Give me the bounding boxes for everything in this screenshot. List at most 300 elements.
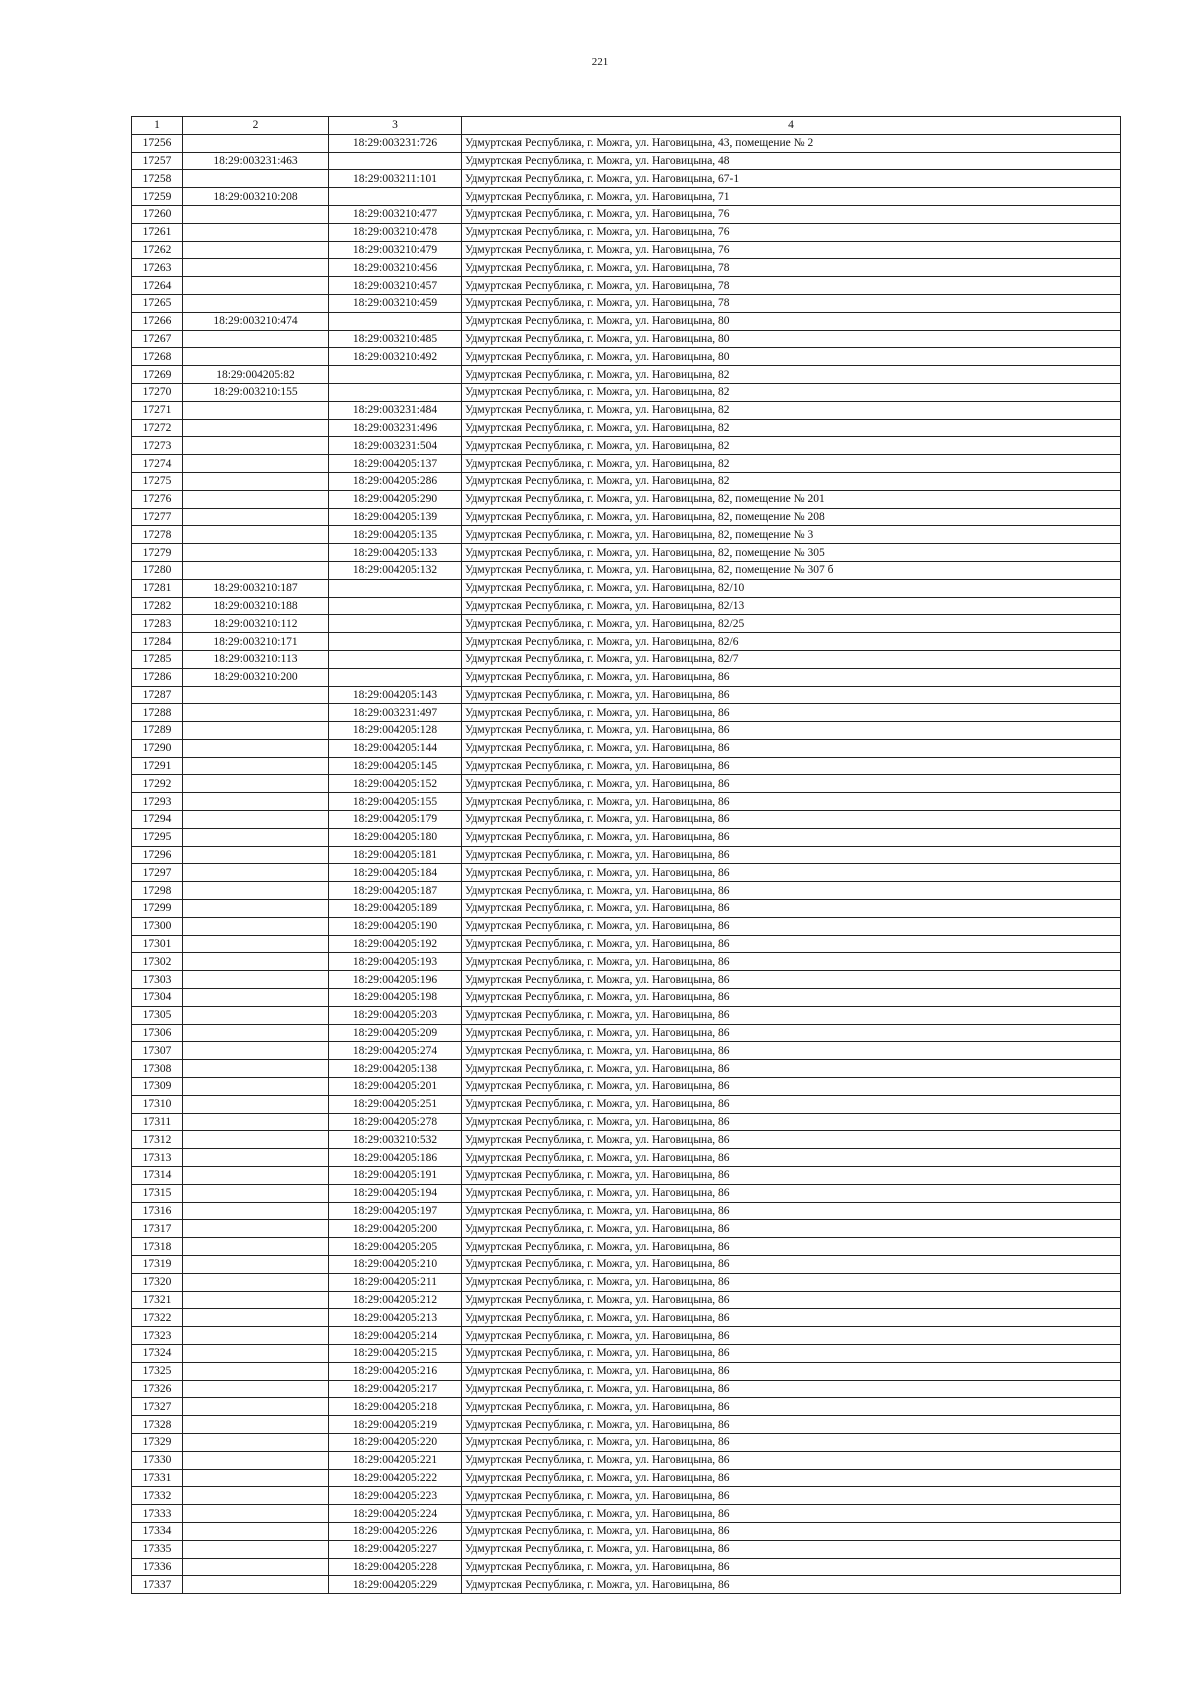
address-cell: Удмуртская Республика, г. Можга, ул. Наговицына, 82 (462, 472, 1121, 490)
building-cadastral-number-cell: 18:29:004205:214 (329, 1327, 462, 1345)
table-row (132, 757, 1121, 775)
address-cell: Удмуртская Республика, г. Можга, ул. Наговицына, 86 (462, 935, 1121, 953)
building-cadastral-number-cell: 18:29:003210:532 (329, 1131, 462, 1149)
building-cadastral-number-cell: 18:29:003210:459 (329, 294, 462, 312)
land-cadastral-number-cell (183, 775, 329, 793)
address-cell: Удмуртская Республика, г. Можга, ул. Наговицына, 86 (462, 1184, 1121, 1202)
building-cadastral-number-cell: 18:29:003210:492 (329, 348, 462, 366)
building-cadastral-number-cell: 18:29:003231:726 (329, 134, 462, 152)
table-row (132, 1558, 1121, 1576)
address-cell: Удмуртская Республика, г. Можга, ул. Наговицына, 86 (462, 882, 1121, 900)
row-number-cell: 17258 (132, 170, 183, 188)
table-row (132, 1042, 1121, 1060)
land-cadastral-number-cell (183, 739, 329, 757)
table-row (132, 811, 1121, 829)
table-row (132, 1487, 1121, 1505)
address-cell: Удмуртская Республика, г. Можга, ул. Наговицына, 78 (462, 294, 1121, 312)
row-number-cell: 17284 (132, 633, 183, 651)
address-cell: Удмуртская Республика, г. Можга, ул. Наговицына, 86 (462, 739, 1121, 757)
address-cell: Удмуртская Республика, г. Можга, ул. Наговицына, 86 (462, 1398, 1121, 1416)
table-row (132, 935, 1121, 953)
building-cadastral-number-cell (329, 152, 462, 170)
address-cell: Удмуртская Республика, г. Можга, ул. Наговицына, 86 (462, 1006, 1121, 1024)
row-number-cell: 17262 (132, 241, 183, 259)
row-number-cell: 17325 (132, 1362, 183, 1380)
table-row (132, 1522, 1121, 1540)
building-cadastral-number-cell: 18:29:004205:196 (329, 971, 462, 989)
table-row (132, 312, 1121, 330)
table-row (132, 864, 1121, 882)
land-cadastral-number-cell (183, 971, 329, 989)
row-number-cell: 17295 (132, 828, 183, 846)
table-row (132, 1184, 1121, 1202)
row-number-cell: 17272 (132, 419, 183, 437)
row-number-cell: 17297 (132, 864, 183, 882)
row-number-cell: 17296 (132, 846, 183, 864)
table-row (132, 1095, 1121, 1113)
address-cell: Удмуртская Республика, г. Можга, ул. Наговицына, 80 (462, 348, 1121, 366)
land-cadastral-number-cell (183, 205, 329, 223)
address-cell: Удмуртская Республика, г. Можга, ул. Наговицына, 86 (462, 1505, 1121, 1523)
address-cell: Удмуртская Республика, г. Можга, ул. Наговицына, 67-1 (462, 170, 1121, 188)
land-cadastral-number-cell (183, 686, 329, 704)
land-cadastral-number-cell (183, 1042, 329, 1060)
building-cadastral-number-cell (329, 650, 462, 668)
table-row (132, 188, 1121, 206)
address-cell: Удмуртская Республика, г. Можга, ул. Наговицына, 78 (462, 259, 1121, 277)
building-cadastral-number-cell: 18:29:004205:278 (329, 1113, 462, 1131)
land-cadastral-number-cell (183, 1131, 329, 1149)
table-row (132, 544, 1121, 562)
table-row (132, 366, 1121, 384)
land-cadastral-number-cell (183, 989, 329, 1007)
address-cell: Удмуртская Республика, г. Можга, ул. Наговицына, 82, помещение № 307 б (462, 561, 1121, 579)
land-cadastral-number-cell: 18:29:003210:112 (183, 615, 329, 633)
address-cell: Удмуртская Республика, г. Можга, ул. Наговицына, 86 (462, 1256, 1121, 1274)
building-cadastral-number-cell (329, 633, 462, 651)
table-row (132, 1505, 1121, 1523)
land-cadastral-number-cell (183, 1095, 329, 1113)
land-cadastral-number-cell (183, 1024, 329, 1042)
building-cadastral-number-cell: 18:29:004205:203 (329, 1006, 462, 1024)
table-row (132, 348, 1121, 366)
address-cell: Удмуртская Республика, г. Можга, ул. Наговицына, 76 (462, 223, 1121, 241)
building-cadastral-number-cell: 18:29:004205:210 (329, 1256, 462, 1274)
row-number-cell: 17330 (132, 1451, 183, 1469)
address-cell: Удмуртская Республика, г. Можга, ул. Наговицына, 86 (462, 1558, 1121, 1576)
table-row (132, 455, 1121, 473)
land-cadastral-number-cell (183, 704, 329, 722)
land-cadastral-number-cell (183, 1433, 329, 1451)
address-cell: Удмуртская Республика, г. Можга, ул. Наговицына, 86 (462, 1469, 1121, 1487)
land-cadastral-number-cell (183, 241, 329, 259)
row-number-cell: 17308 (132, 1060, 183, 1078)
table-row (132, 615, 1121, 633)
address-cell: Удмуртская Республика, г. Можга, ул. Наговицына, 86 (462, 1540, 1121, 1558)
land-cadastral-number-cell (183, 1202, 329, 1220)
registry-table (131, 116, 1121, 1594)
building-cadastral-number-cell (329, 312, 462, 330)
table-row (132, 1202, 1121, 1220)
address-cell: Удмуртская Республика, г. Можга, ул. Наговицына, 86 (462, 900, 1121, 918)
row-number-cell: 17275 (132, 472, 183, 490)
address-cell: Удмуртская Республика, г. Можга, ул. Наговицына, 86 (462, 953, 1121, 971)
land-cadastral-number-cell (183, 170, 329, 188)
land-cadastral-number-cell (183, 223, 329, 241)
row-number-cell: 17287 (132, 686, 183, 704)
building-cadastral-number-cell: 18:29:004205:152 (329, 775, 462, 793)
row-number-cell: 17321 (132, 1291, 183, 1309)
table-row (132, 223, 1121, 241)
building-cadastral-number-cell (329, 366, 462, 384)
land-cadastral-number-cell (183, 1576, 329, 1594)
column-header-4: 4 (462, 117, 1121, 135)
address-cell: Удмуртская Республика, г. Можга, ул. Наговицына, 86 (462, 1202, 1121, 1220)
table-row (132, 1576, 1121, 1594)
land-cadastral-number-cell: 18:29:003210:200 (183, 668, 329, 686)
row-number-cell: 17303 (132, 971, 183, 989)
table-row (132, 1362, 1121, 1380)
table-row (132, 882, 1121, 900)
building-cadastral-number-cell: 18:29:003231:484 (329, 401, 462, 419)
address-cell: Удмуртская Республика, г. Можга, ул. Наговицына, 86 (462, 1416, 1121, 1434)
table-row (132, 259, 1121, 277)
building-cadastral-number-cell: 18:29:004205:193 (329, 953, 462, 971)
row-number-cell: 17270 (132, 383, 183, 401)
row-number-cell: 17322 (132, 1309, 183, 1327)
row-number-cell: 17260 (132, 205, 183, 223)
address-cell: Удмуртская Республика, г. Можга, ул. Наговицына, 86 (462, 971, 1121, 989)
address-cell: Удмуртская Республика, г. Можга, ул. Наговицына, 86 (462, 1451, 1121, 1469)
land-cadastral-number-cell (183, 277, 329, 295)
building-cadastral-number-cell: 18:29:004205:215 (329, 1344, 462, 1362)
building-cadastral-number-cell: 18:29:003210:457 (329, 277, 462, 295)
land-cadastral-number-cell (183, 472, 329, 490)
address-cell: Удмуртская Республика, г. Можга, ул. Наговицына, 86 (462, 1522, 1121, 1540)
table-row (132, 526, 1121, 544)
building-cadastral-number-cell (329, 383, 462, 401)
row-number-cell: 17271 (132, 401, 183, 419)
address-cell: Удмуртская Республика, г. Можга, ул. Наговицына, 86 (462, 1576, 1121, 1594)
table-row (132, 1309, 1121, 1327)
address-cell: Удмуртская Республика, г. Можга, ул. Наговицына, 86 (462, 917, 1121, 935)
row-number-cell: 17312 (132, 1131, 183, 1149)
address-cell: Удмуртская Республика, г. Можга, ул. Наговицына, 82 (462, 366, 1121, 384)
table-row (132, 134, 1121, 152)
table-row (132, 241, 1121, 259)
row-number-cell: 17277 (132, 508, 183, 526)
land-cadastral-number-cell: 18:29:003210:113 (183, 650, 329, 668)
row-number-cell: 17324 (132, 1344, 183, 1362)
building-cadastral-number-cell: 18:29:004205:220 (329, 1433, 462, 1451)
table-row (132, 383, 1121, 401)
land-cadastral-number-cell (183, 846, 329, 864)
row-number-cell: 17304 (132, 989, 183, 1007)
land-cadastral-number-cell (183, 1416, 329, 1434)
row-number-cell: 17313 (132, 1149, 183, 1167)
address-cell: Удмуртская Республика, г. Можга, ул. Наговицына, 82/25 (462, 615, 1121, 633)
land-cadastral-number-cell (183, 828, 329, 846)
land-cadastral-number-cell (183, 490, 329, 508)
row-number-cell: 17320 (132, 1273, 183, 1291)
address-cell: Удмуртская Республика, г. Можга, ул. Наговицына, 86 (462, 704, 1121, 722)
table-row (132, 294, 1121, 312)
row-number-cell: 17261 (132, 223, 183, 241)
building-cadastral-number-cell: 18:29:003231:504 (329, 437, 462, 455)
row-number-cell: 17331 (132, 1469, 183, 1487)
address-cell: Удмуртская Республика, г. Можга, ул. Наговицына, 86 (462, 1273, 1121, 1291)
column-header-1: 1 (132, 117, 183, 135)
building-cadastral-number-cell: 18:29:004205:221 (329, 1451, 462, 1469)
address-cell: Удмуртская Республика, г. Можга, ул. Наговицына, 80 (462, 312, 1121, 330)
table-row (132, 1398, 1121, 1416)
land-cadastral-number-cell: 18:29:003210:474 (183, 312, 329, 330)
row-number-cell: 17299 (132, 900, 183, 918)
row-number-cell: 17329 (132, 1433, 183, 1451)
building-cadastral-number-cell (329, 579, 462, 597)
address-cell: Удмуртская Республика, г. Можга, ул. Наговицына, 86 (462, 1060, 1121, 1078)
building-cadastral-number-cell: 18:29:004205:286 (329, 472, 462, 490)
address-cell: Удмуртская Республика, г. Можга, ул. Наговицына, 86 (462, 1362, 1121, 1380)
land-cadastral-number-cell (183, 757, 329, 775)
building-cadastral-number-cell: 18:29:004205:228 (329, 1558, 462, 1576)
building-cadastral-number-cell: 18:29:004205:179 (329, 811, 462, 829)
address-cell: Удмуртская Республика, г. Можга, ул. Наговицына, 86 (462, 1238, 1121, 1256)
building-cadastral-number-cell: 18:29:004205:139 (329, 508, 462, 526)
table-row (132, 1024, 1121, 1042)
address-cell: Удмуртская Республика, г. Можга, ул. Наговицына, 86 (462, 1095, 1121, 1113)
table-row (132, 277, 1121, 295)
address-cell: Удмуртская Республика, г. Можга, ул. Наговицына, 86 (462, 1291, 1121, 1309)
building-cadastral-number-cell: 18:29:004205:201 (329, 1078, 462, 1096)
table-row (132, 989, 1121, 1007)
table-row (132, 1380, 1121, 1398)
address-cell: Удмуртская Республика, г. Можга, ул. Наговицына, 82, помещение № 208 (462, 508, 1121, 526)
table-row (132, 205, 1121, 223)
address-cell: Удмуртская Республика, г. Можга, ул. Наговицына, 86 (462, 1380, 1121, 1398)
table-row (132, 1167, 1121, 1185)
building-cadastral-number-cell: 18:29:003210:479 (329, 241, 462, 259)
land-cadastral-number-cell (183, 526, 329, 544)
row-number-cell: 17268 (132, 348, 183, 366)
address-cell: Удмуртская Республика, г. Можга, ул. Наговицына, 86 (462, 1433, 1121, 1451)
land-cadastral-number-cell (183, 401, 329, 419)
row-number-cell: 17276 (132, 490, 183, 508)
land-cadastral-number-cell (183, 1184, 329, 1202)
row-number-cell: 17337 (132, 1576, 183, 1594)
row-number-cell: 17281 (132, 579, 183, 597)
land-cadastral-number-cell (183, 1006, 329, 1024)
land-cadastral-number-cell (183, 1505, 329, 1523)
row-number-cell: 17286 (132, 668, 183, 686)
building-cadastral-number-cell: 18:29:004205:181 (329, 846, 462, 864)
address-cell: Удмуртская Республика, г. Можга, ул. Наговицына, 86 (462, 757, 1121, 775)
table-row (132, 597, 1121, 615)
land-cadastral-number-cell (183, 1220, 329, 1238)
row-number-cell: 17283 (132, 615, 183, 633)
table-row (132, 633, 1121, 651)
land-cadastral-number-cell (183, 561, 329, 579)
row-number-cell: 17333 (132, 1505, 183, 1523)
building-cadastral-number-cell (329, 615, 462, 633)
table-row (132, 401, 1121, 419)
column-header-2: 2 (183, 117, 329, 135)
building-cadastral-number-cell: 18:29:004205:190 (329, 917, 462, 935)
table-row (132, 846, 1121, 864)
row-number-cell: 17335 (132, 1540, 183, 1558)
address-cell: Удмуртская Республика, г. Можга, ул. Наговицына, 82 (462, 401, 1121, 419)
building-cadastral-number-cell: 18:29:004205:217 (329, 1380, 462, 1398)
building-cadastral-number-cell: 18:29:004205:133 (329, 544, 462, 562)
row-number-cell: 17290 (132, 739, 183, 757)
building-cadastral-number-cell: 18:29:003210:477 (329, 205, 462, 223)
row-number-cell: 17314 (132, 1167, 183, 1185)
row-number-cell: 17288 (132, 704, 183, 722)
land-cadastral-number-cell: 18:29:004205:82 (183, 366, 329, 384)
building-cadastral-number-cell: 18:29:004205:189 (329, 900, 462, 918)
building-cadastral-number-cell: 18:29:004205:251 (329, 1095, 462, 1113)
table-row (132, 508, 1121, 526)
table-row (132, 704, 1121, 722)
building-cadastral-number-cell: 18:29:004205:184 (329, 864, 462, 882)
land-cadastral-number-cell (183, 1167, 329, 1185)
address-cell: Удмуртская Республика, г. Можга, ул. Наговицына, 86 (462, 775, 1121, 793)
address-cell: Удмуртская Республика, г. Можга, ул. Наговицына, 82/13 (462, 597, 1121, 615)
address-cell: Удмуртская Республика, г. Можга, ул. Наговицына, 86 (462, 1042, 1121, 1060)
row-number-cell: 17274 (132, 455, 183, 473)
address-cell: Удмуртская Республика, г. Можга, ул. Наговицына, 86 (462, 1113, 1121, 1131)
address-cell: Удмуртская Республика, г. Можга, ул. Наговицына, 86 (462, 722, 1121, 740)
row-number-cell: 17309 (132, 1078, 183, 1096)
land-cadastral-number-cell (183, 953, 329, 971)
row-number-cell: 17332 (132, 1487, 183, 1505)
row-number-cell: 17310 (132, 1095, 183, 1113)
building-cadastral-number-cell: 18:29:004205:274 (329, 1042, 462, 1060)
building-cadastral-number-cell: 18:29:004205:205 (329, 1238, 462, 1256)
table-row (132, 668, 1121, 686)
address-cell: Удмуртская Республика, г. Можга, ул. Наговицына, 86 (462, 686, 1121, 704)
land-cadastral-number-cell (183, 437, 329, 455)
building-cadastral-number-cell: 18:29:004205:226 (329, 1522, 462, 1540)
building-cadastral-number-cell: 18:29:004205:138 (329, 1060, 462, 1078)
row-number-cell: 17279 (132, 544, 183, 562)
building-cadastral-number-cell: 18:29:003210:478 (329, 223, 462, 241)
building-cadastral-number-cell: 18:29:004205:180 (329, 828, 462, 846)
address-cell: Удмуртская Республика, г. Можга, ул. Наговицына, 86 (462, 1149, 1121, 1167)
row-number-cell: 17285 (132, 650, 183, 668)
land-cadastral-number-cell (183, 1273, 329, 1291)
row-number-cell: 17298 (132, 882, 183, 900)
address-cell: Удмуртская Республика, г. Можга, ул. Наговицына, 86 (462, 1078, 1121, 1096)
row-number-cell: 17327 (132, 1398, 183, 1416)
land-cadastral-number-cell (183, 1522, 329, 1540)
row-number-cell: 17319 (132, 1256, 183, 1274)
table-row (132, 437, 1121, 455)
building-cadastral-number-cell: 18:29:003210:485 (329, 330, 462, 348)
table-row (132, 775, 1121, 793)
table-row (132, 828, 1121, 846)
building-cadastral-number-cell: 18:29:004205:143 (329, 686, 462, 704)
row-number-cell: 17336 (132, 1558, 183, 1576)
row-number-cell: 17266 (132, 312, 183, 330)
land-cadastral-number-cell (183, 134, 329, 152)
address-cell: Удмуртская Республика, г. Можга, ул. Наговицына, 76 (462, 205, 1121, 223)
building-cadastral-number-cell: 18:29:004205:209 (329, 1024, 462, 1042)
land-cadastral-number-cell (183, 1487, 329, 1505)
land-cadastral-number-cell (183, 935, 329, 953)
building-cadastral-number-cell: 18:29:004205:194 (329, 1184, 462, 1202)
land-cadastral-number-cell (183, 330, 329, 348)
building-cadastral-number-cell: 18:29:004205:132 (329, 561, 462, 579)
address-cell: Удмуртская Республика, г. Можга, ул. Наговицына, 86 (462, 1131, 1121, 1149)
building-cadastral-number-cell: 18:29:004205:222 (329, 1469, 462, 1487)
row-number-cell: 17328 (132, 1416, 183, 1434)
table-row (132, 1131, 1121, 1149)
row-number-cell: 17305 (132, 1006, 183, 1024)
address-cell: Удмуртская Республика, г. Можга, ул. Наговицына, 86 (462, 828, 1121, 846)
table-row (132, 650, 1121, 668)
row-number-cell: 17263 (132, 259, 183, 277)
land-cadastral-number-cell (183, 1149, 329, 1167)
table-row (132, 1149, 1121, 1167)
building-cadastral-number-cell: 18:29:004205:198 (329, 989, 462, 1007)
table-row (132, 1327, 1121, 1345)
building-cadastral-number-cell: 18:29:004205:191 (329, 1167, 462, 1185)
land-cadastral-number-cell (183, 882, 329, 900)
page-number: 221 (591, 56, 609, 68)
building-cadastral-number-cell: 18:29:004205:229 (329, 1576, 462, 1594)
row-number-cell: 17294 (132, 811, 183, 829)
row-number-cell: 17301 (132, 935, 183, 953)
row-number-cell: 17280 (132, 561, 183, 579)
row-number-cell: 17300 (132, 917, 183, 935)
table-row (132, 953, 1121, 971)
land-cadastral-number-cell (183, 348, 329, 366)
table-row (132, 1291, 1121, 1309)
header-row (132, 117, 1121, 135)
land-cadastral-number-cell (183, 1344, 329, 1362)
row-number-cell: 17289 (132, 722, 183, 740)
building-cadastral-number-cell: 18:29:004205:155 (329, 793, 462, 811)
building-cadastral-number-cell: 18:29:004205:186 (329, 1149, 462, 1167)
address-cell: Удмуртская Республика, г. Можга, ул. Наговицына, 43, помещение № 2 (462, 134, 1121, 152)
table-row (132, 739, 1121, 757)
land-cadastral-number-cell: 18:29:003210:171 (183, 633, 329, 651)
address-cell: Удмуртская Республика, г. Можга, ул. Наговицына, 78 (462, 277, 1121, 295)
table-row (132, 1469, 1121, 1487)
table-row (132, 900, 1121, 918)
building-cadastral-number-cell: 18:29:004205:213 (329, 1309, 462, 1327)
building-cadastral-number-cell: 18:29:004205:200 (329, 1220, 462, 1238)
building-cadastral-number-cell: 18:29:003210:456 (329, 259, 462, 277)
address-cell: Удмуртская Республика, г. Можга, ул. Наговицына, 86 (462, 1327, 1121, 1345)
table-row (132, 330, 1121, 348)
land-cadastral-number-cell (183, 1238, 329, 1256)
building-cadastral-number-cell: 18:29:004205:227 (329, 1540, 462, 1558)
address-cell: Удмуртская Республика, г. Можга, ул. Наговицына, 82 (462, 437, 1121, 455)
table-row (132, 1273, 1121, 1291)
land-cadastral-number-cell (183, 1078, 329, 1096)
building-cadastral-number-cell: 18:29:004205:216 (329, 1362, 462, 1380)
land-cadastral-number-cell: 18:29:003210:155 (183, 383, 329, 401)
row-number-cell: 17267 (132, 330, 183, 348)
table-row (132, 561, 1121, 579)
address-cell: Удмуртская Республика, г. Можга, ул. Наговицына, 71 (462, 188, 1121, 206)
land-cadastral-number-cell (183, 1327, 329, 1345)
row-number-cell: 17326 (132, 1380, 183, 1398)
address-cell: Удмуртская Республика, г. Можга, ул. Наговицына, 82/6 (462, 633, 1121, 651)
table-row (132, 419, 1121, 437)
